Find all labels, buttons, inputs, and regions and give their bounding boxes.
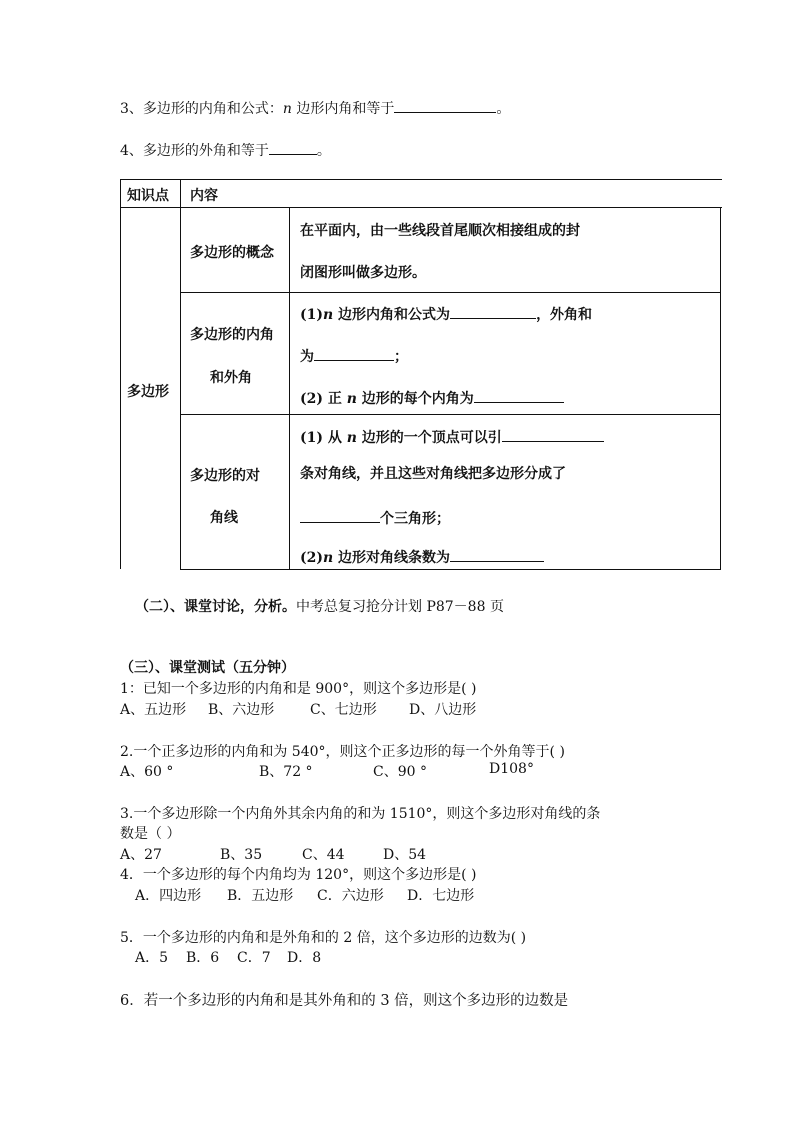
q2-option-d[interactable]: D108° — [489, 761, 534, 777]
row-angles-name-1: 多边形的内角 — [190, 327, 274, 343]
c1-text: 边形内角和公式为 — [333, 307, 451, 323]
q3-blank[interactable] — [394, 98, 496, 113]
d4-var: n — [323, 550, 334, 566]
q3-option-a[interactable]: A、27 — [120, 847, 162, 863]
row-angles-c2 — [300, 346, 408, 366]
test-q3-stem-1: 3.一个多边形除一个内角外其余内角的和为 1510°，则这个多边形对角线的条 — [120, 806, 601, 822]
q3-var: n — [282, 101, 292, 117]
q4-option-a[interactable]: A．四边形 — [135, 888, 202, 904]
test-q3-stem-2: 数是（ ） — [120, 826, 181, 842]
c2-prefix: 为 — [300, 349, 314, 365]
row-diagonal-d3 — [300, 508, 450, 528]
section-2-rest: 中考总复习抢分计划 P87－88 页 — [296, 599, 504, 615]
row-concept-name: 多边形的概念 — [190, 245, 274, 261]
c1-prefix: (1) — [300, 307, 323, 323]
question-4-line — [120, 140, 331, 160]
c2-end: ； — [394, 349, 408, 365]
q3-end: 。 — [496, 101, 511, 117]
row-diagonal-name-2: 角线 — [210, 510, 238, 526]
q2-option-a[interactable]: A、60 ° — [120, 764, 174, 780]
q4-prefix: 4、多边形的外角和等于 — [120, 143, 269, 159]
q1-option-b[interactable]: B、六边形 — [208, 702, 275, 718]
row-diagonal-d1 — [300, 427, 604, 447]
d3-text: 个三角形； — [380, 511, 450, 527]
d1-var: n — [346, 430, 357, 446]
d1-prefix: (1) 从 — [300, 430, 347, 446]
header-content: 内容 — [190, 188, 218, 204]
q4-end: 。 — [316, 143, 331, 159]
d1-text: 边形的一个顶点可以引 — [356, 430, 502, 446]
test-q5-options — [135, 947, 435, 967]
row-angles-c3 — [300, 388, 564, 408]
test-q2-options — [120, 761, 620, 781]
row-diagonal-name-1: 多边形的对 — [190, 468, 260, 484]
row-concept-line1: 在平面内，由一些线段首尾顺次相接组成的封 — [300, 223, 580, 239]
section-2-title: （二）、课堂讨论，分析。 — [135, 599, 296, 615]
c3-prefix: (2) 正 — [300, 391, 347, 407]
q1-option-d[interactable]: D、八边形 — [409, 702, 477, 718]
q4-option-c[interactable]: C．六边形 — [317, 888, 384, 904]
d1-blank[interactable] — [502, 427, 604, 442]
q5-option-a[interactable]: A．5 — [135, 950, 169, 966]
header-knowledge-point: 知识点 — [127, 188, 169, 204]
row-diagonal-d4 — [300, 547, 544, 567]
row-diagonal-d2: 条对角线，并且这些对角线把多边形分成了 — [300, 466, 566, 482]
row-concept-line2: 闭图形叫做多边形。 — [300, 265, 426, 281]
q1-option-c[interactable]: C、七边形 — [310, 702, 377, 718]
q3-option-c[interactable]: C、44 — [302, 847, 345, 863]
row-angles-name-2: 和外角 — [210, 370, 252, 386]
q5-option-d[interactable]: D．8 — [287, 950, 322, 966]
q2-option-c[interactable]: C、90 ° — [373, 764, 427, 780]
q2-option-b[interactable]: B、72 ° — [259, 764, 313, 780]
d4-prefix: (2) — [300, 550, 323, 566]
test-q5-stem: 5．一个多边形的内角和是外角和的 2 倍，这个多边形的边数为( ) — [120, 930, 527, 946]
test-q1-options — [120, 699, 620, 719]
q4-blank[interactable] — [269, 140, 317, 155]
c3-blank[interactable] — [474, 388, 564, 403]
q3-mid: 边形内角和等于 — [291, 101, 395, 117]
q3-prefix: 3、多边形的内角和公式： — [120, 101, 283, 117]
row-angles-c1 — [300, 304, 592, 324]
test-q4-options — [135, 885, 635, 905]
c3-text: 边形的每个内角为 — [356, 391, 474, 407]
q4-option-b[interactable]: B．五边形 — [227, 888, 294, 904]
q4-option-d[interactable]: D．七边形 — [407, 888, 475, 904]
section-3-title: （三）、课堂测试（五分钟） — [120, 660, 295, 676]
c1-var: n — [323, 307, 334, 323]
test-q6-stem: 6．若一个多边形的内角和是其外角和的 3 倍，则这个多边形的边数是 — [120, 993, 569, 1009]
q3-option-b[interactable]: B、35 — [220, 847, 263, 863]
c1-blank[interactable] — [450, 304, 536, 319]
q1-option-a[interactable]: A、五边形 — [120, 702, 187, 718]
c1-after: ，外角和 — [536, 307, 593, 323]
d3-blank[interactable] — [300, 508, 380, 523]
d4-text: 边形对角线条数为 — [333, 550, 451, 566]
q5-option-c[interactable]: C．7 — [237, 950, 271, 966]
question-3-line — [120, 98, 510, 118]
q5-option-b[interactable]: B．6 — [186, 950, 220, 966]
c2-blank[interactable] — [314, 346, 394, 361]
q3-option-d[interactable]: D、54 — [383, 847, 427, 863]
section-2 — [135, 596, 504, 616]
test-q3-options — [120, 844, 620, 864]
d4-blank[interactable] — [450, 547, 544, 562]
topic-polygon: 多边形 — [127, 384, 169, 400]
test-q4-stem: 4．一个多边形的每个内角均为 120°，则这个多边形是( ) — [120, 867, 477, 883]
test-q2-stem: 2.一个正多边形的内角和为 540°，则这个正多边形的每一个外角等于( ) — [120, 744, 565, 760]
test-q1-stem: 1：已知一个多边形的内角和是 900°，则这个多边形是( ) — [120, 681, 477, 697]
c3-var: n — [346, 391, 357, 407]
